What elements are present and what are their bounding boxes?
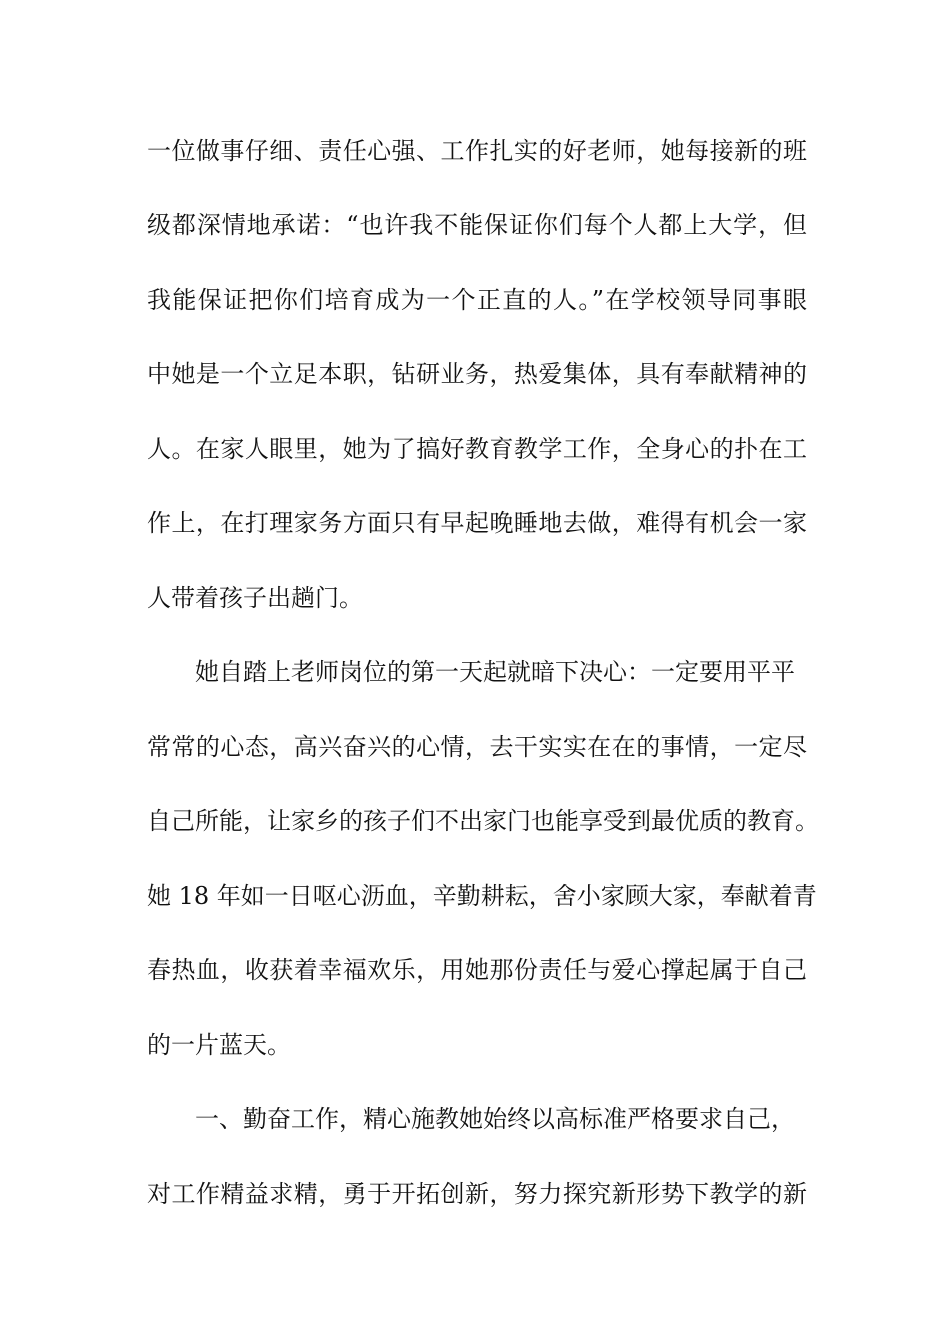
text-line-5: 人。在家人眼里，她为了搞好教育教学工作，全身心的扑在工 <box>147 435 807 463</box>
text-line-15: 对工作精益求精，勇于开拓创新，努力探究新形势下教学的新 <box>147 1180 807 1208</box>
text-line-12: 春热血，收获着幸福欢乐，用她那份责任与爱心撑起属于自己 <box>147 956 807 984</box>
text-line-4: 中她是一个立足本职，钻研业务，热爱集体，具有奉献精神的 <box>147 360 807 388</box>
text-line-11: 她 18 年如一日呕心沥血，辛勤耕耘，舍小家顾大家，奉献着青 <box>147 882 817 910</box>
text-line-1: 一位做事仔细、责任心强、工作扎实的好老师，她每接新的班 <box>147 137 807 165</box>
text-line-13: 的一片蓝天。 <box>147 1031 291 1059</box>
text-line-7: 人带着孩子出趟门。 <box>147 584 363 612</box>
text-line-9: 常常的心态，高兴奋兴的心情，去干实实在在的事情，一定尽 <box>147 733 807 761</box>
text-line-8: 她自踏上老师岗位的第一天起就暗下决心：一定要用平平 <box>195 658 795 686</box>
text-line-2: 级都深情地承诺：“也许我不能保证你们每个人都上大学，但 <box>147 211 807 239</box>
text-line-10: 自己所能，让家乡的孩子们不出家门也能享受到最优质的教育。 <box>147 807 819 835</box>
text-line-6: 作上，在打理家务方面只有早起晚睡地去做，难得有机会一家 <box>147 509 807 537</box>
text-line-3: 我能保证把你们培育成为一个正直的人。”在学校领导同事眼 <box>147 286 807 314</box>
text-line-14: 一、勤奋工作，精心施教她始终以高标准严格要求自己， <box>195 1105 795 1133</box>
